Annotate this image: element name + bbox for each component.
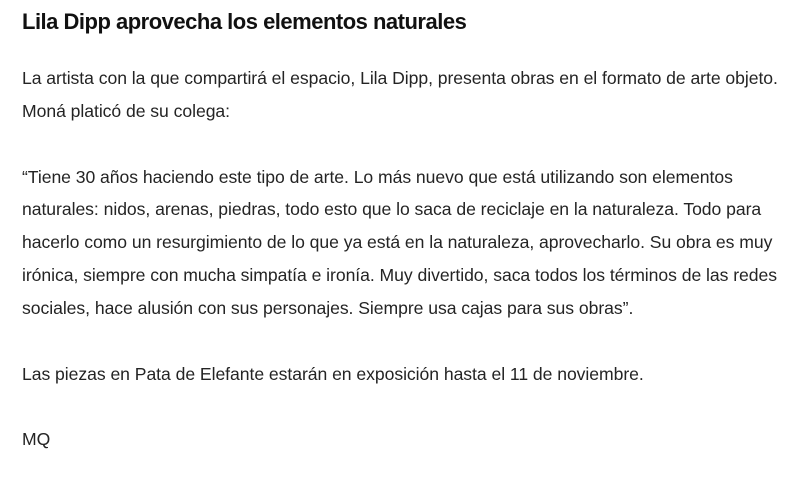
article-headline: Lila Dipp aprovecha los elementos naturales <box>22 9 467 34</box>
paragraph-exhibition-dates: Las piezas en Pata de Elefante estarán en exposición hasta el 11 de noviembre. <box>22 363 644 384</box>
paragraph-quote: “Tiene 30 años haciendo este tipo de arte. Lo más nuevo que está utilizando son elementos naturales: nidos, arenas, piedras, todo esto que lo saca de reciclaje en la naturaleza. Todo para hacerlo como un resurgimiento de lo que ya está en la naturaleza, aprovecharlo. Su obra es muy irónica, siempre con mucha simpatía e ironía. Muy divertido, saca todos los términos de las redes sociales, hace alusión con sus personajes. Siempre usa cajas para sus obras”. <box>22 166 777 318</box>
author-initials: MQ <box>22 429 51 450</box>
paragraph-intro: La artista con la que compartirá el espacio, Lila Dipp, presenta obras en el formato de arte objeto. Moná platicó de su colega: <box>22 68 778 121</box>
